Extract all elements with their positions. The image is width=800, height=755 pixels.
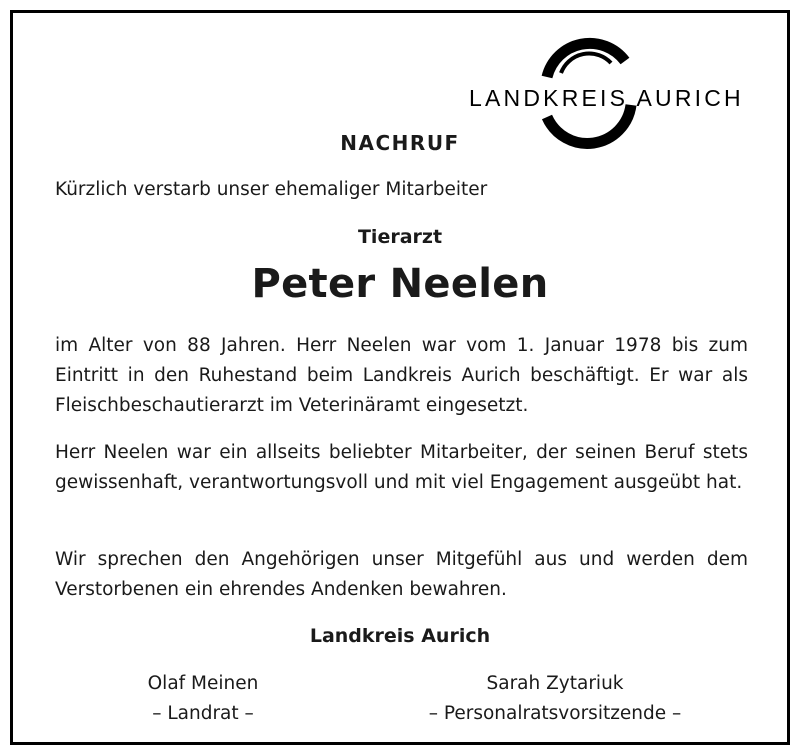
paragraph-career: im Alter von 88 Jahren. Herr Neelen war vom 1. Januar 1978 bis zum Eintritt in den Ruhestand beim Landkreis Aurich beschäftigt. Er war als Fleischbeschautierarzt im Veterinäramt eingesetzt. (55, 335, 748, 416)
intro-text: Kürzlich verstarb unser ehemaliger Mitarbeiter (55, 179, 488, 200)
job-title: Tierarzt (357, 226, 443, 248)
signatory-landrat (103, 669, 303, 729)
signatory-role: – Landrat – (152, 703, 254, 724)
signatory-role: – Personalratsvorsitzende – (428, 703, 682, 724)
signatory-name: Sarah Zytariuk (486, 673, 624, 694)
signatory-name: Olaf Meinen (147, 673, 259, 694)
signatory-personalrat (405, 669, 705, 729)
paragraph-condolence: Wir sprechen den Angehörigen unser Mitgefühl aus und werden dem Verstorbenen ein ehrendes Andenken bewahren. (55, 549, 748, 600)
deceased-name: Peter Neelen (251, 261, 549, 307)
organization-name: Landkreis Aurich (309, 625, 491, 647)
notice-heading: NACHRUF (340, 131, 460, 155)
paragraph-character: Herr Neelen war ein allseits beliebter Mitarbeiter, der seinen Beruf stets gewissenhaft, verantwortungsvoll und mit viel Engagement ausgeübt hat. (55, 442, 748, 493)
obituary-notice (10, 10, 790, 745)
logo-text: LANDKREIS AURICH (469, 85, 744, 111)
